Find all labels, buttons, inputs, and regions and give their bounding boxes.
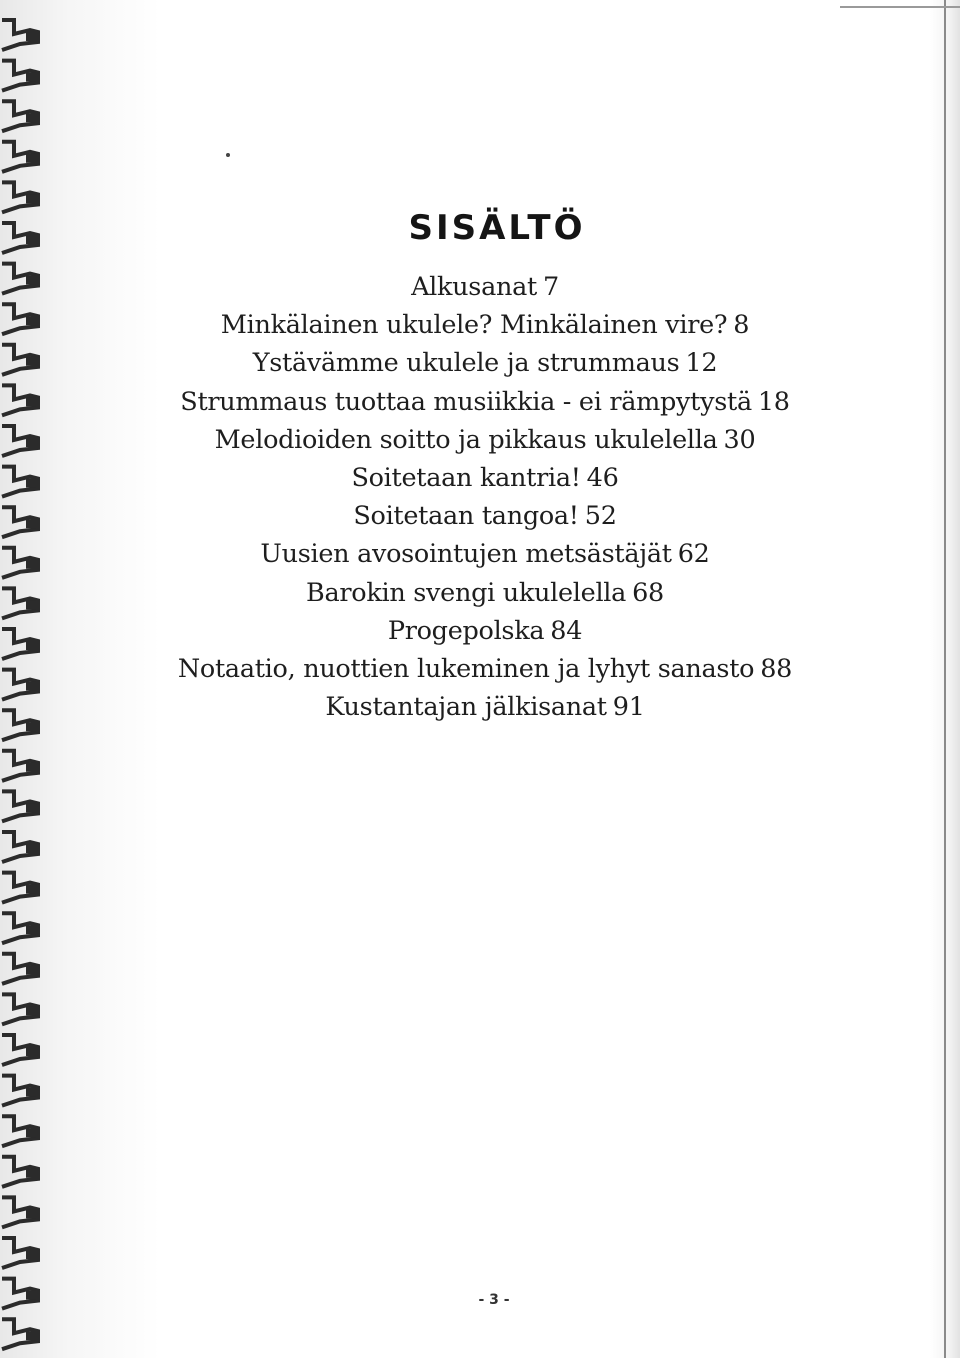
toc-entry bbox=[0, 306, 960, 344]
page-title: SISÄLTÖ bbox=[408, 207, 586, 248]
toc-entry-page: 46 bbox=[586, 463, 619, 494]
toc-entry-page: 18 bbox=[757, 386, 790, 417]
page-number: - 3 - bbox=[478, 1292, 510, 1308]
toc-entry bbox=[0, 535, 960, 573]
toc-entry-title: Kustantajan jälkisanat bbox=[325, 692, 607, 723]
toc-entry-title: Soitetaan tangoa! bbox=[353, 501, 579, 532]
toc-entry-page: 68 bbox=[632, 577, 664, 608]
toc-entry-title: Barokin svengi ukulelella bbox=[306, 577, 627, 608]
toc-entry bbox=[0, 650, 960, 688]
toc-entry-title: Uusien avosointujen metsästäjät bbox=[260, 539, 672, 570]
spiral-coil bbox=[2, 913, 38, 943]
spiral-coil bbox=[2, 1157, 38, 1187]
toc-entry-page: 84 bbox=[550, 615, 583, 646]
toc-entry-title: Notaatio, nuottien lukeminen ja lyhyt sanasto bbox=[177, 654, 755, 685]
toc-entry bbox=[0, 688, 960, 726]
toc-entry-title: Minkälainen ukulele? Minkälainen vire? bbox=[220, 310, 728, 341]
toc-entry-page: 7 bbox=[542, 272, 559, 302]
speck bbox=[226, 153, 230, 157]
toc-entry-page: 30 bbox=[723, 424, 756, 455]
toc-entry-page: 12 bbox=[685, 348, 718, 379]
spiral-coil bbox=[2, 1197, 38, 1227]
toc-entry bbox=[0, 497, 960, 535]
toc-entry-page: 52 bbox=[584, 501, 617, 532]
toc-entry bbox=[0, 383, 960, 421]
spiral-coil bbox=[2, 142, 38, 172]
toc-entry-title: Soitetaan kantria! bbox=[351, 463, 581, 494]
spiral-coil bbox=[2, 832, 38, 862]
toc-entry bbox=[0, 344, 960, 382]
spiral-coil bbox=[2, 1319, 38, 1349]
spiral-coil bbox=[2, 994, 38, 1024]
toc-entry-title: Melodioiden soitto ja pikkaus ukulelella bbox=[214, 424, 718, 455]
spiral-coil bbox=[2, 873, 38, 903]
spiral-coil bbox=[2, 1035, 38, 1065]
toc-entry-title: Ystävämme ukulele ja strummaus bbox=[252, 348, 680, 379]
table-of-contents bbox=[0, 268, 960, 726]
toc-entry bbox=[0, 574, 960, 612]
spiral-coil bbox=[2, 791, 38, 821]
toc-entry-title: Strummaus tuottaa musiikkia - ei rämpytystä bbox=[180, 386, 752, 417]
spiral-coil bbox=[2, 1238, 38, 1268]
spiral-coil bbox=[2, 751, 38, 781]
spiral-coil bbox=[2, 1116, 38, 1146]
spiral-coil bbox=[2, 1076, 38, 1106]
spiral-coil bbox=[2, 101, 38, 131]
toc-entry-page: 8 bbox=[733, 310, 750, 341]
toc-entry-page: 88 bbox=[760, 654, 793, 685]
toc-entry-page: 62 bbox=[677, 539, 710, 570]
toc-entry bbox=[0, 268, 960, 306]
toc-entry-page: 91 bbox=[612, 692, 645, 723]
toc-entry bbox=[0, 459, 960, 497]
toc-entry-title: Alkusanat bbox=[411, 272, 537, 302]
toc-entry bbox=[0, 612, 960, 650]
spiral-coil bbox=[2, 61, 38, 91]
toc-entry-title: Progepolska bbox=[387, 615, 545, 646]
spiral-coil bbox=[2, 954, 38, 984]
spiral-coil bbox=[2, 20, 38, 50]
toc-entry bbox=[0, 421, 960, 459]
page-edge-top bbox=[840, 6, 960, 8]
